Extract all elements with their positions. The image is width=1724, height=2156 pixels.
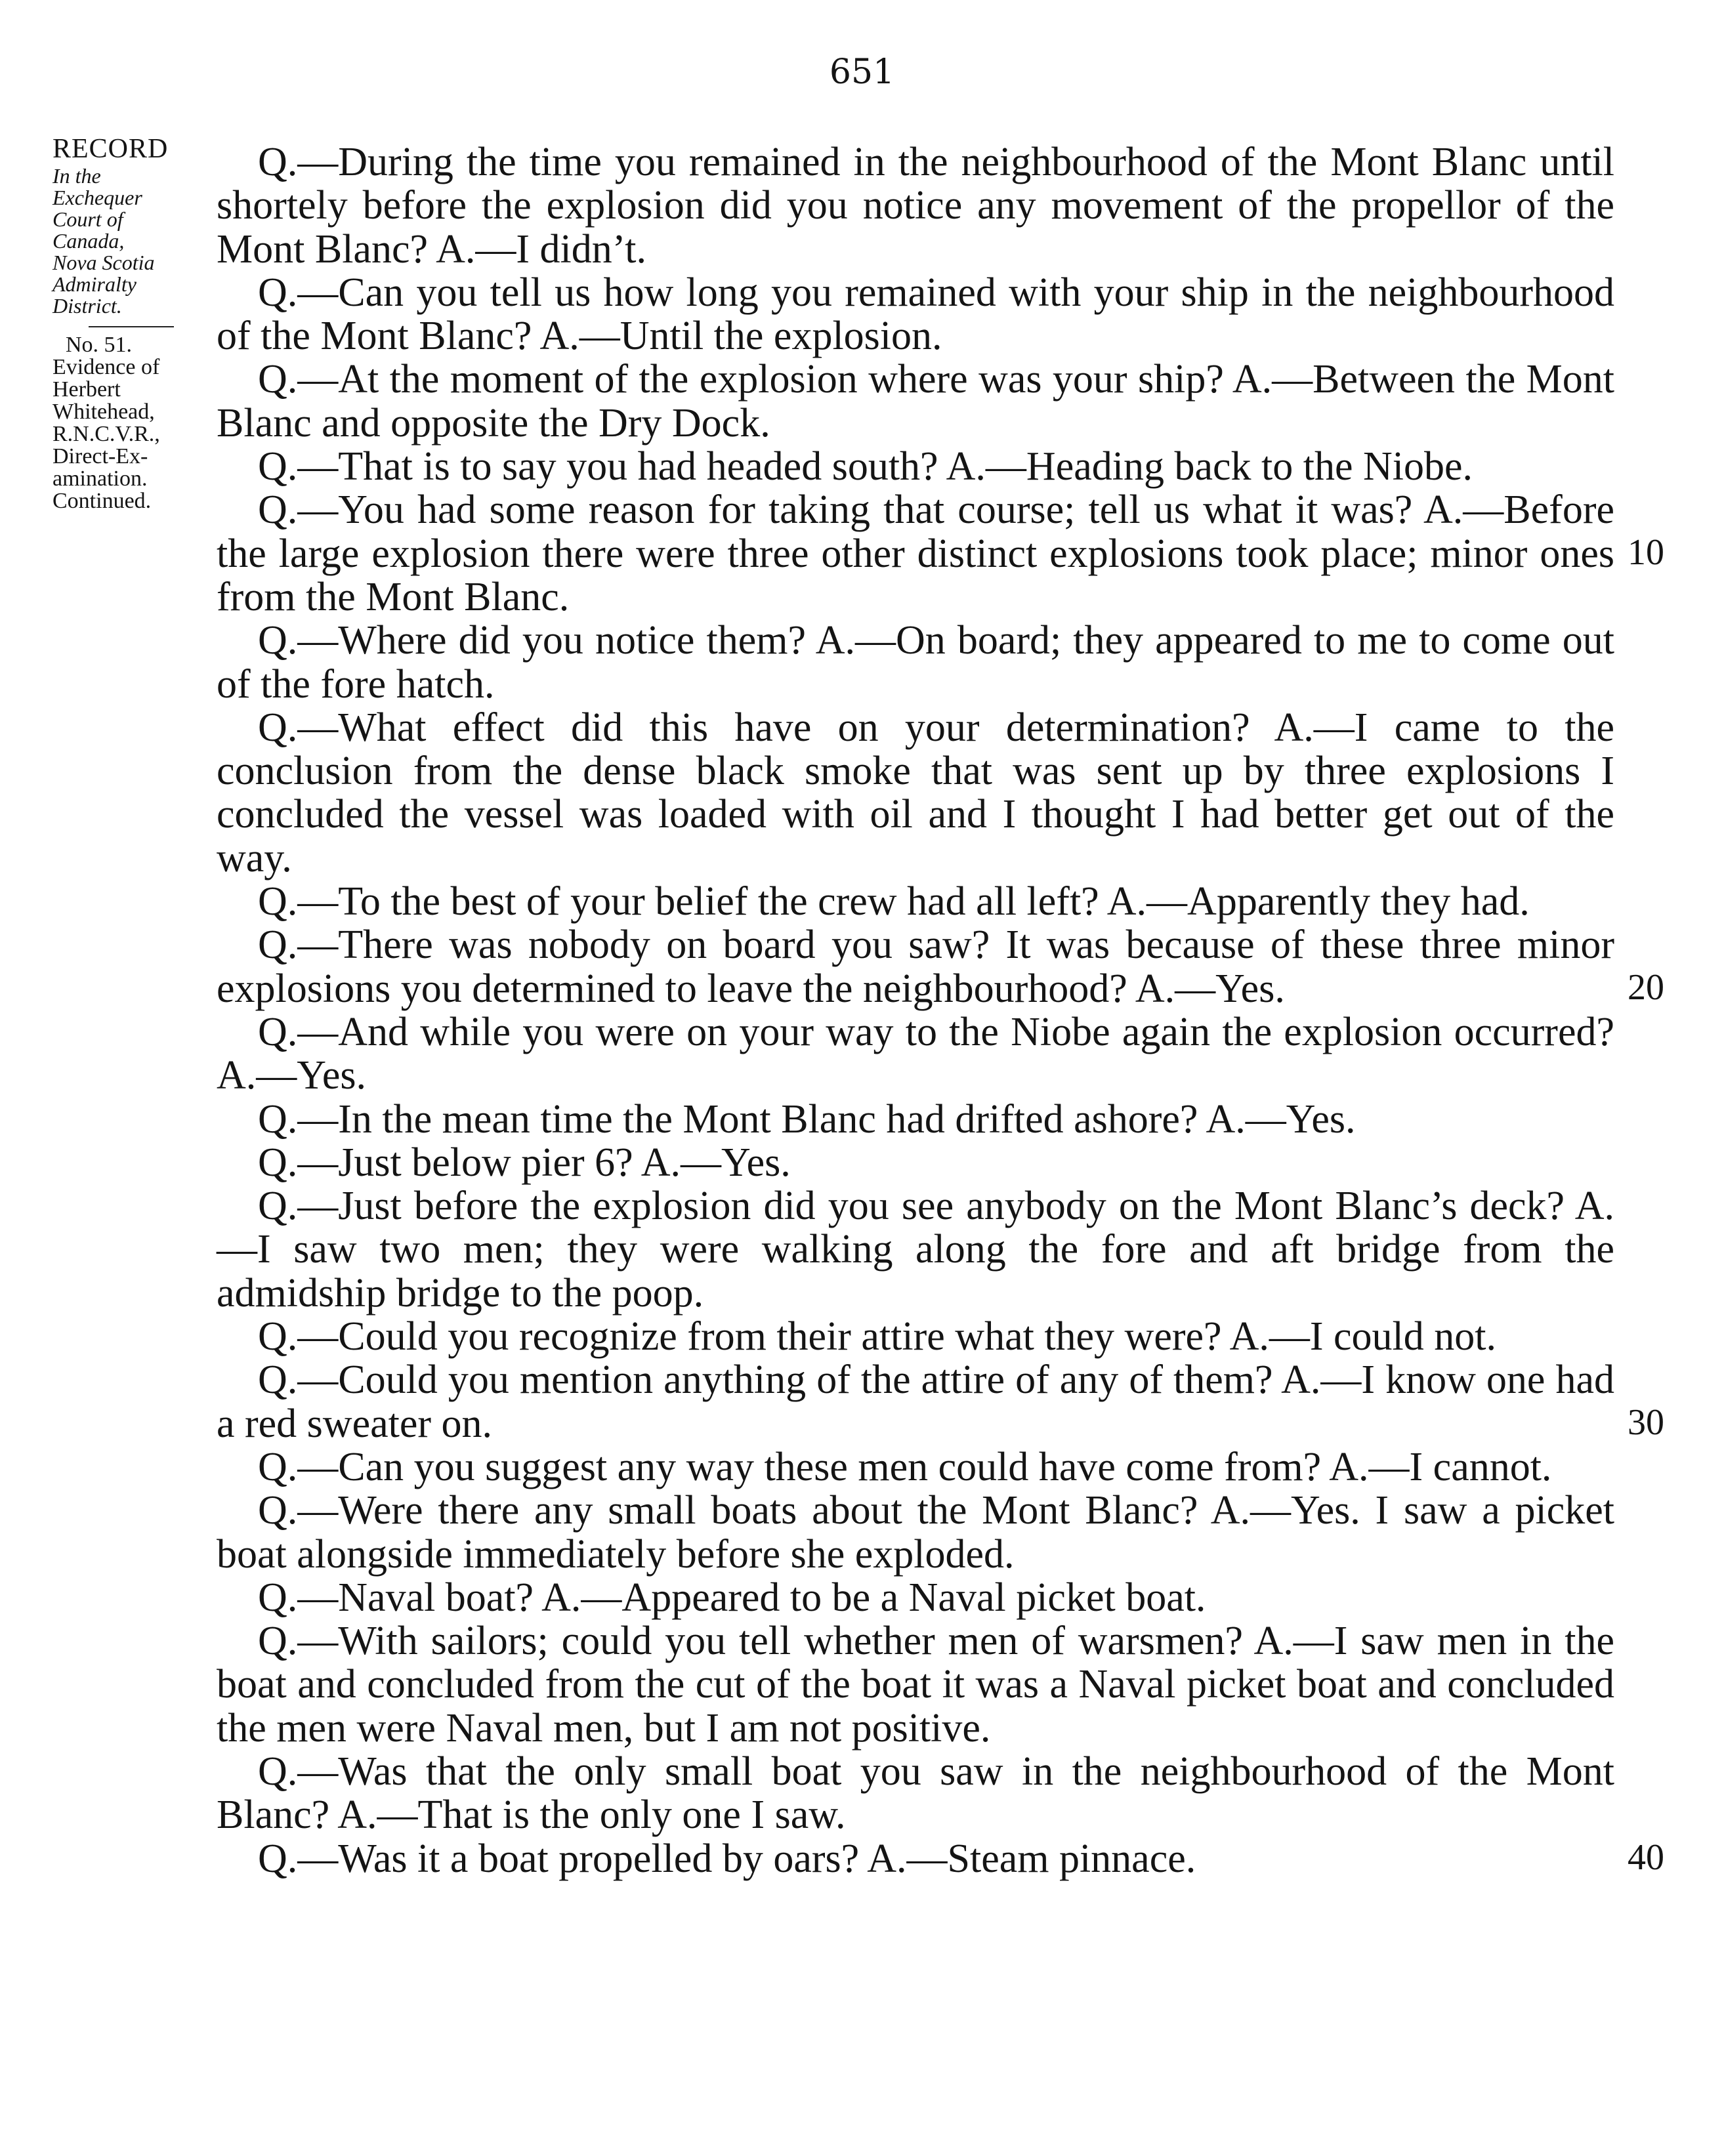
court-line: Canada, bbox=[53, 229, 125, 253]
court-line: District. bbox=[53, 294, 122, 318]
qa-paragraph: Q.—To the best of your belief the crew had all left? A.—Apparently they had. bbox=[258, 879, 1530, 924]
qa-paragraph: Q.—At the moment of the explosion where was your ship? A.—Between the Mont Blanc and opposite the Dry Dock. bbox=[217, 357, 1614, 446]
evidence-line: Direct-Ex- bbox=[53, 444, 148, 468]
evidence-line: Continued. bbox=[53, 489, 152, 513]
court-line: Admiralty bbox=[53, 272, 137, 296]
qa-paragraph: Q.—Naval boat? A.—Appeared to be a Naval picket boat. bbox=[258, 1575, 1206, 1620]
margin-divider bbox=[89, 326, 174, 327]
qa-paragraph: Q.—During the time you remained in the neighbourhood of the Mont Blanc until shortely before the explosion did you notice any movement of the propellor of the Mont Blanc? A.—I didn’t. bbox=[217, 140, 1614, 272]
evidence-line: Herbert bbox=[53, 377, 121, 402]
court-line: Exchequer bbox=[53, 186, 142, 209]
record-label: RECORD bbox=[53, 134, 169, 164]
margin-note bbox=[53, 136, 223, 512]
qa-paragraph: Q.—Were there any small boats about the Mont Blanc? A.—Yes. I saw a picket boat alongside immediately before she exploded. bbox=[217, 1488, 1614, 1577]
evidence-line: Evidence of bbox=[53, 355, 160, 379]
evidence-line: amination. bbox=[53, 466, 148, 491]
qa-paragraph: Q.—That is to say you had headed south? A.—Heading back to the Niobe. bbox=[258, 444, 1473, 489]
evidence-line: R.N.C.V.R., bbox=[53, 422, 160, 446]
qa-paragraph: Q.—With sailors; could you tell whether men of warsmen? A.—I saw men in the boat and concluded from the cut of the boat it was a Naval picket boat and concluded the men were Naval men, but I am not positive. bbox=[217, 1619, 1614, 1751]
qa-paragraph: Q.—Could you recognize from their attire what they were? A.—I could not. bbox=[258, 1314, 1497, 1359]
evidence-line: No. 51. bbox=[66, 333, 133, 357]
qa-paragraph: Q.—What effect did this have on your determination? A.—I came to the conclusion from the dense black smoke that was sent up by three explosions I concluded the vessel was loaded with oil and I thought I had better get out of the way. bbox=[217, 705, 1614, 881]
court-note bbox=[53, 165, 223, 317]
qa-paragraph: Q.—You had some reason for taking that course; tell us what it was? A.—Before the large explosion there were three other distinct explosions took place; minor ones from the Mont Blanc. bbox=[217, 487, 1614, 619]
line-number: 20 bbox=[1628, 967, 1664, 1008]
court-line: Court of bbox=[53, 207, 123, 231]
evidence-line: Whitehead, bbox=[53, 400, 155, 424]
qa-paragraph: Q.—Where did you notice them? A.—On board; they appeared to me to come out of the fore hatch. bbox=[217, 618, 1614, 707]
line-number: 30 bbox=[1628, 1402, 1664, 1443]
qa-paragraph: Q.—Just before the explosion did you see anybody on the Mont Blanc’s deck? A.—I saw two men; they were walking along the fore and aft bridge from the admidship bridge to the poop. bbox=[217, 1184, 1614, 1316]
qa-paragraph: Q.—In the mean time the Mont Blanc had drifted ashore? A.—Yes. bbox=[258, 1096, 1356, 1142]
line-number: 10 bbox=[1628, 532, 1664, 573]
court-line: Nova Scotia bbox=[53, 251, 155, 274]
court-line: In the bbox=[53, 164, 101, 188]
qa-paragraph: Q.—Just below pier 6? A.—Yes. bbox=[258, 1140, 791, 1185]
qa-paragraph: Q.—Can you tell us how long you remained with your ship in the neighbourhood of the Mont Blanc? A.—Until the explosion. bbox=[217, 270, 1614, 359]
qa-paragraph: Q.—There was nobody on board you saw? It was because of these three minor explosions you determined to leave the neighbourhood? A.—Yes. bbox=[217, 923, 1614, 1011]
line-number: 40 bbox=[1628, 1837, 1664, 1878]
qa-paragraph: Q.—And while you were on your way to the Niobe again the explosion occurred? A.—Yes. bbox=[217, 1009, 1614, 1098]
qa-paragraph: Q.—Was that the only small boat you saw in the neighbourhood of the Mont Blanc? A.—That is the only one I saw. bbox=[217, 1749, 1614, 1838]
page-number: 651 bbox=[829, 52, 895, 92]
testimony-text bbox=[217, 140, 1614, 1880]
qa-paragraph: Q.—Could you mention anything of the attire of any of them? A.—I know one had a red sweater on. bbox=[217, 1358, 1614, 1446]
qa-paragraph: Q.—Was it a boat propelled by oars? A.—Steam pinnace. bbox=[258, 1836, 1196, 1881]
qa-paragraph: Q.—Can you suggest any way these men could have come from? A.—I cannot. bbox=[258, 1444, 1552, 1489]
evidence-note bbox=[53, 334, 223, 512]
